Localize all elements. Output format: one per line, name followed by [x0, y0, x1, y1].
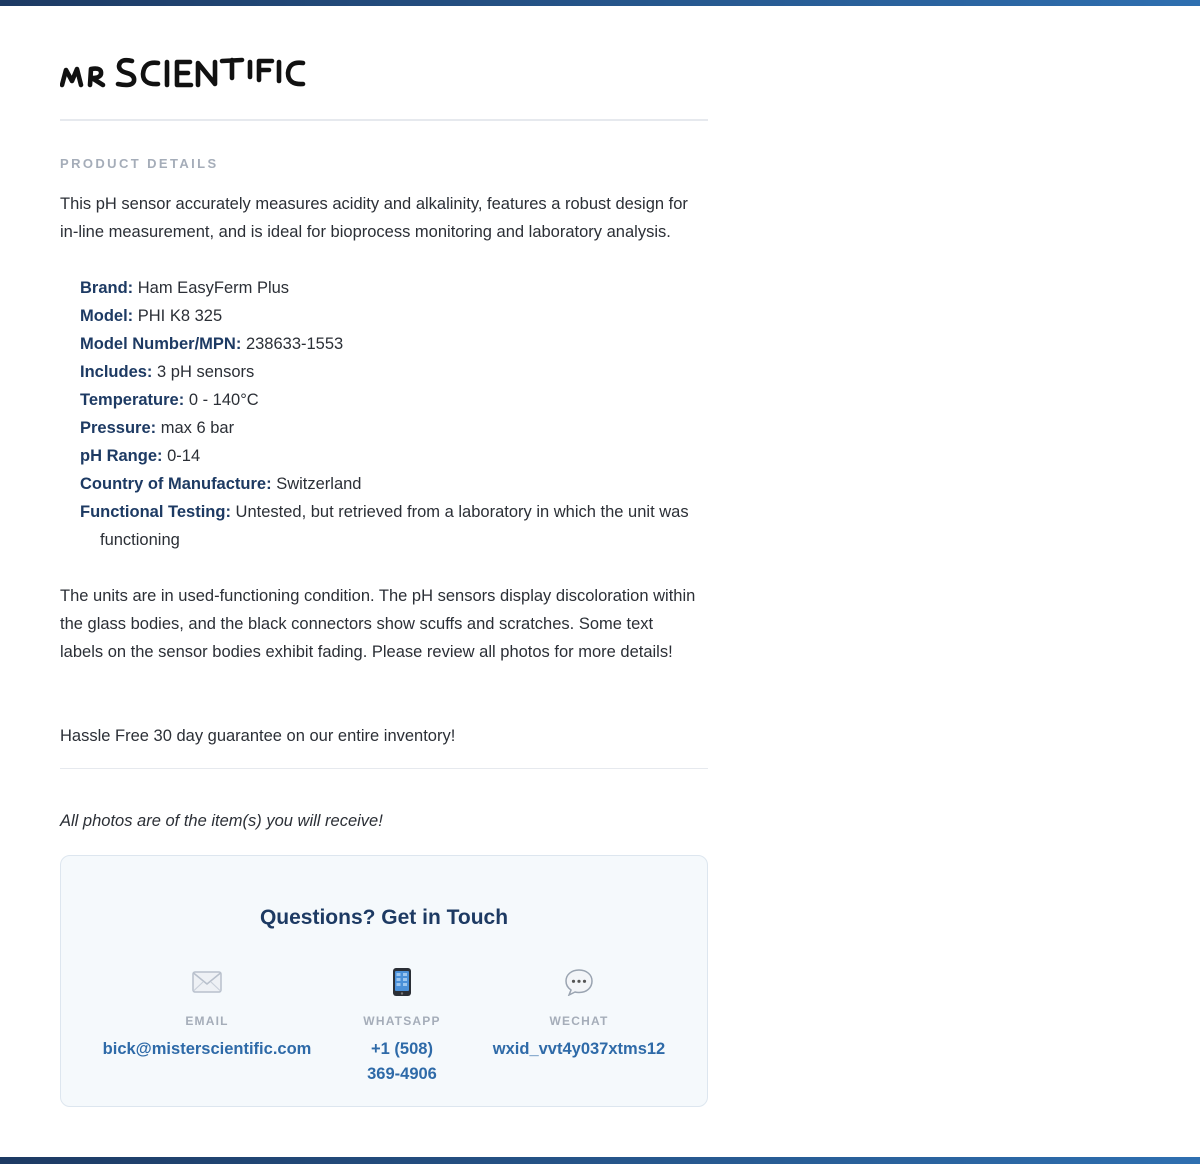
spec-item-ph-range [80, 442, 708, 470]
spec-item-functional-testing [80, 498, 708, 554]
envelope-icon [89, 966, 325, 998]
contact-title: Questions? Get in Touch [259, 906, 509, 929]
top-accent-bar [0, 0, 1200, 6]
contact-whatsapp-label: WHATSAPP [363, 1014, 441, 1028]
product-intro: This pH sensor accurately measures acidity and alkalinity, features a robust design for in-line measurement, and is ideal for bioprocess monitoring and laboratory analysis. [60, 195, 688, 241]
spec-key: Brand: [80, 279, 134, 297]
spec-item-country [80, 470, 708, 498]
contact-wechat [479, 966, 679, 1062]
spec-list [80, 274, 708, 554]
condition-description: The units are in used-functioning condition. The pH sensors display discoloration within the glass bodies, and the black connectors show scuffs and scratches. Some text labels on the sensor bodies exhibit fading. Please review all photos for more details! [60, 587, 696, 661]
spec-key: Pressure: [80, 419, 157, 437]
contact-card [60, 855, 708, 1107]
mobile-phone-icon [357, 966, 447, 998]
spec-value: Untested, but retrieved from a laboratory in which the unit was functioning [100, 503, 689, 549]
contact-email-label: EMAIL [185, 1014, 229, 1028]
spec-key: Country of Manufacture: [80, 475, 272, 493]
spec-item-brand [80, 274, 708, 302]
spec-key: Temperature: [80, 391, 185, 409]
spec-item-mpn [80, 330, 708, 358]
content-divider [60, 768, 708, 769]
header-divider [60, 119, 708, 121]
brand-logo [60, 44, 380, 104]
contact-whatsapp [357, 966, 447, 1087]
spec-value: Switzerland [276, 475, 362, 493]
contact-wechat-label: WECHAT [549, 1014, 609, 1028]
spec-key: Functional Testing: [80, 503, 231, 521]
contact-email [89, 966, 325, 1062]
photos-note: All photos are of the item(s) you will receive! [60, 812, 383, 830]
spec-value: max 6 bar [160, 419, 235, 437]
spec-key: pH Range: [80, 447, 163, 465]
section-label-product-details: PRODUCT DETAILS [60, 156, 219, 171]
spec-value: 0 - 140°C [188, 391, 259, 409]
spec-value: PHI K8 325 [137, 307, 223, 325]
spec-value: Ham EasyFerm Plus [137, 279, 290, 297]
whatsapp-link[interactable]: +1 (508) 369-4906 [367, 1040, 437, 1083]
spec-key: Includes: [80, 363, 153, 381]
spec-value: 3 pH sensors [157, 363, 255, 381]
spec-item-includes [80, 358, 708, 386]
bottom-accent-bar [0, 1157, 1200, 1164]
guarantee-text: Hassle Free 30 day guarantee on our entire inventory! [60, 727, 456, 745]
speech-bubble-icon [479, 966, 679, 998]
spec-key: Model: [80, 307, 134, 325]
email-link[interactable]: bick@misterscientific.com [102, 1040, 312, 1058]
spec-item-pressure [80, 414, 708, 442]
spec-item-model [80, 302, 708, 330]
spec-key: Model Number/MPN: [80, 335, 242, 353]
spec-value: 0-14 [167, 447, 201, 465]
wechat-id[interactable]: wxid_vvt4y037xtms12 [492, 1040, 666, 1058]
spec-value: 238633-1553 [245, 335, 344, 353]
spec-item-temperature [80, 386, 708, 414]
